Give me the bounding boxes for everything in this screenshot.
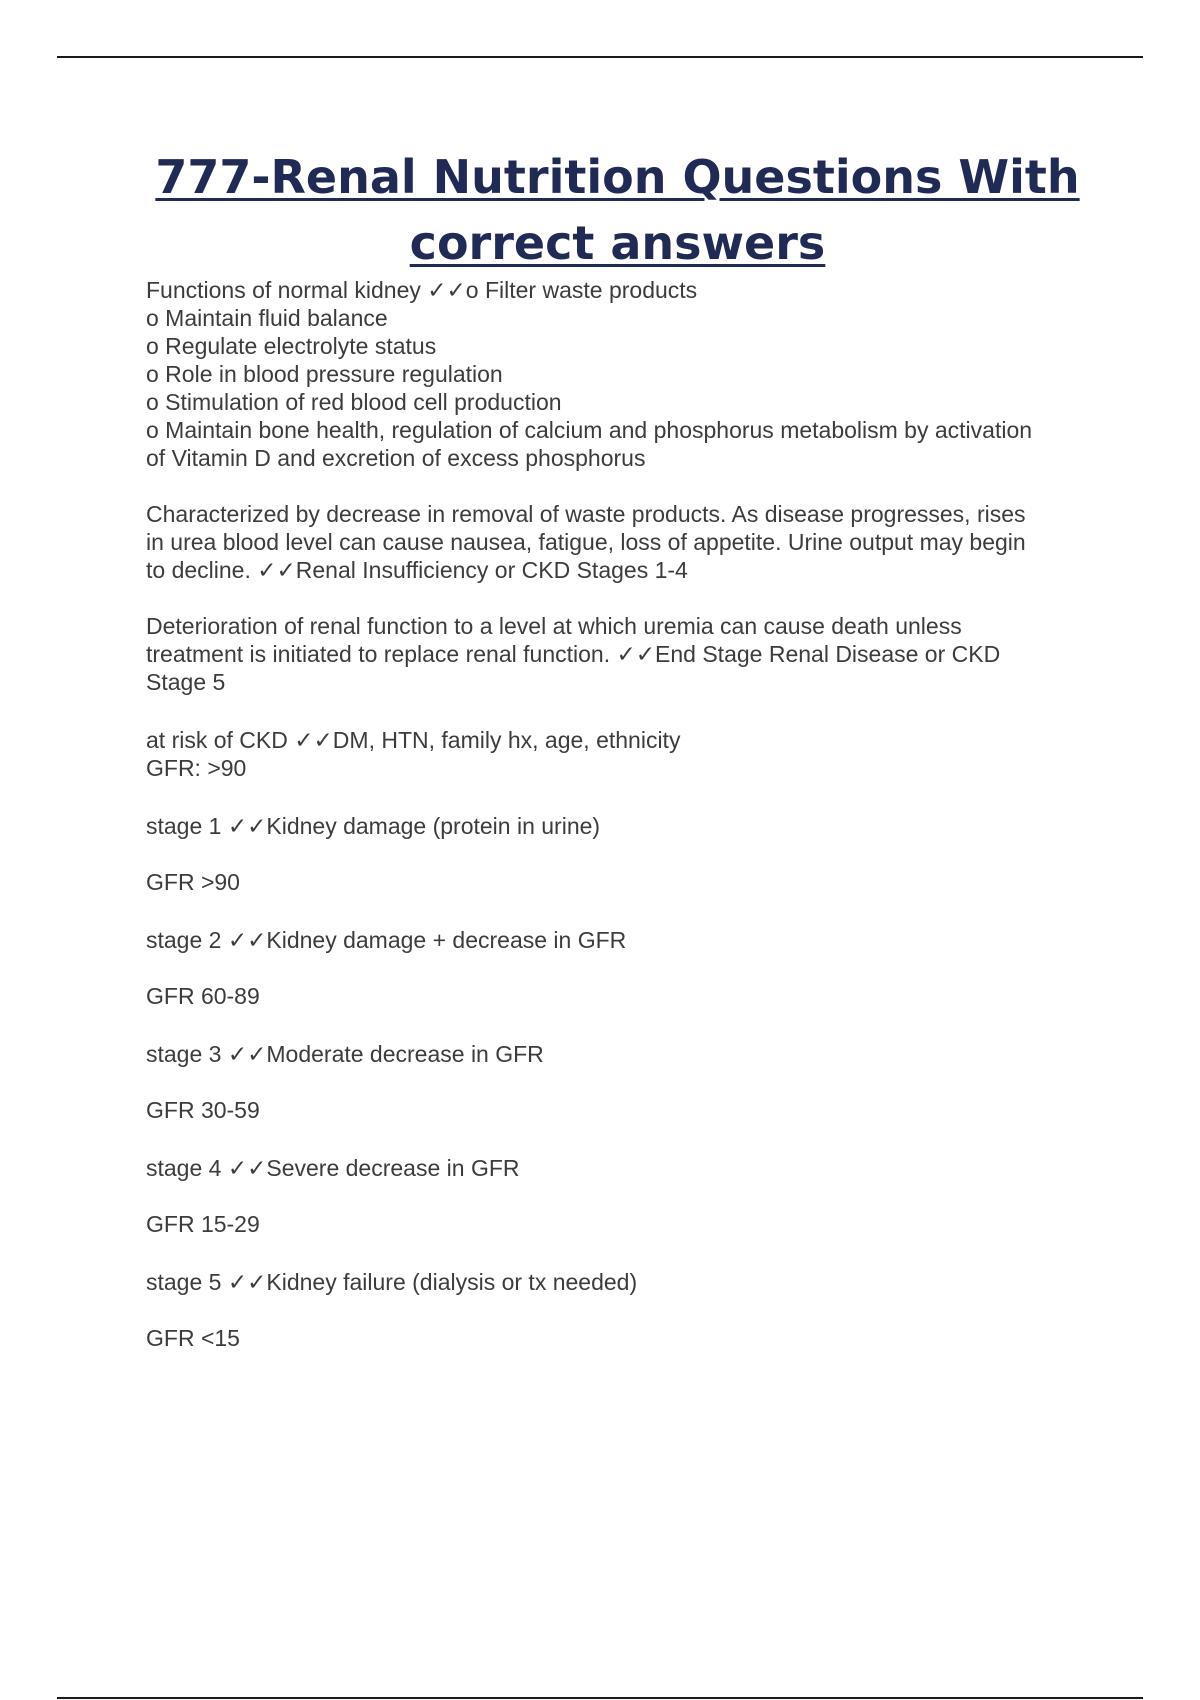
stage-label: stage 2 ✓✓Kidney damage + decrease in GFR [146,927,627,953]
stage-label: stage 3 ✓✓Moderate decrease in GFR [146,1041,544,1067]
list-item: o Role in blood pressure regulation [146,361,503,387]
qa-stage-1 [146,812,1086,896]
stage-gfr: GFR <15 [146,1325,240,1351]
stage-gfr: GFR 60-89 [146,983,260,1009]
paragraph-line: at risk of CKD ✓✓DM, HTN, family hx, age, ethnicity [146,727,681,753]
stage-label: stage 1 ✓✓Kidney damage (protein in urine) [146,813,601,839]
stage-gfr: GFR >90 [146,869,240,895]
stage-label: stage 5 ✓✓Kidney failure (dialysis or tx needed) [146,1269,638,1295]
paragraph-line: treatment is initiated to replace renal function. ✓✓End Stage Renal Disease or CKD [146,641,1001,667]
qa-end-stage-renal [146,612,1086,696]
qa-renal-insufficiency [146,500,1086,584]
paragraph-line: GFR: >90 [146,755,247,781]
stage-gfr: GFR 30-59 [146,1097,260,1123]
question-text: Functions of normal kidney [146,277,421,303]
list-item: o Maintain fluid balance [146,305,388,331]
paragraph-line: Deterioration of renal function to a level at which uremia can cause death unless [146,613,962,639]
document-body [146,276,1086,1352]
paragraph-line: to decline. ✓✓Renal Insufficiency or CKD Stages 1-4 [146,557,688,583]
qa-stage-2 [146,926,1086,1010]
list-item: o Maintain bone health, regulation of calcium and phosphorus metabolism by activation [146,417,1033,443]
header-rule [57,56,1143,58]
title-line-2: correct answers [409,216,826,270]
list-item: o Regulate electrolyte status [146,333,437,359]
qa-stage-5 [146,1268,1086,1352]
paragraph-line: Characterized by decrease in removal of waste products. As disease progresses, rises [146,501,1026,527]
qa-stage-3 [146,1040,1086,1124]
qa-stage-4 [146,1154,1086,1238]
qa-question-line [146,276,1086,304]
qa-kidney-functions [146,276,1086,472]
answer-text: o Filter waste products [465,277,698,303]
footer-rule [57,1697,1143,1699]
document-title [140,144,1095,276]
title-line-1: 777-Renal Nutrition Questions With [155,150,1080,204]
stage-gfr: GFR 15-29 [146,1211,260,1237]
answer-check-icon: ✓✓ [427,277,466,303]
stage-label: stage 4 ✓✓Severe decrease in GFR [146,1155,520,1181]
list-item: o Stimulation of red blood cell production [146,389,562,415]
list-item: of Vitamin D and excretion of excess phosphorus [146,445,646,471]
paragraph-line: in urea blood level can cause nausea, fatigue, loss of appetite. Urine output may begin [146,529,1026,555]
qa-at-risk-ckd [146,726,1086,782]
paragraph-line: Stage 5 [146,669,226,695]
